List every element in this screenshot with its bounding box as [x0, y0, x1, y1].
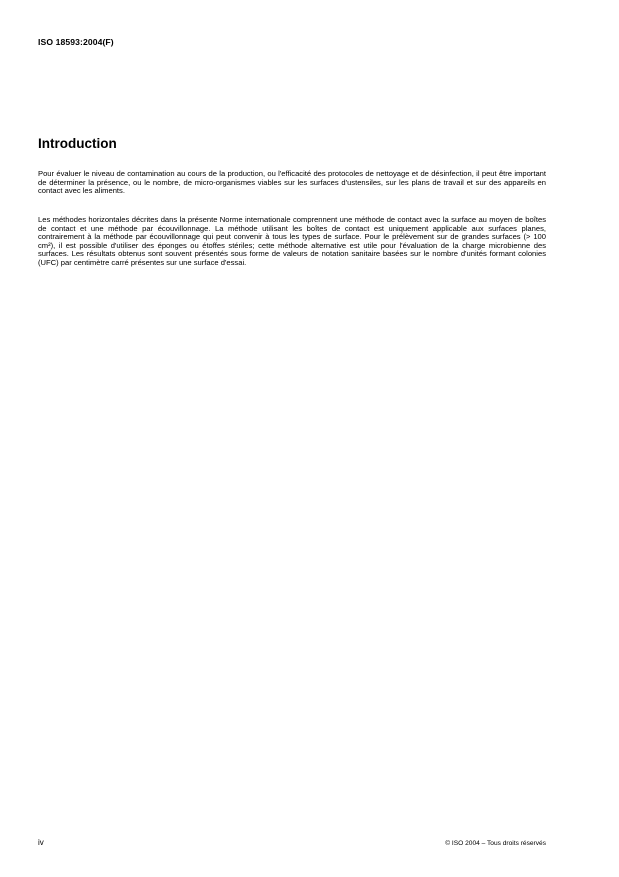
intro-paragraph-1: Pour évaluer le niveau de contamination au cours de la production, ou l'efficacité des protocoles de nettoyage et de désinfection, il peut être important de déterminer la présence, ou le nombre, de micro-organismes viables sur les surfaces d'ustensiles, sur les plans de travail et sur des appareils en contact avec les aliments.	[38, 169, 546, 196]
document-header-id: ISO 18593:2004(F)	[38, 37, 114, 47]
copyright-notice: © ISO 2004 – Tous droits réservés	[445, 840, 546, 847]
page-number: iv	[38, 838, 44, 847]
intro-paragraph-2: Les méthodes horizontales décrites dans la présente Norme internationale comprennent une méthode de contact avec la surface au moyen de boîtes de contact et une méthode par écouvillonnage. La méthode utilisant les boîtes de contact est uniquement applicable aux surfaces planes, contrairement à la méthode par écouvillonnage qui peut convenir à tous les types de surface. Pour le prélèvement sur de grandes surfaces (> 100 cm²), il est possible d'utiliser des éponges ou étoffes stériles; cette méthode alternative est utile pour l'évaluation de la charge microbienne des surfaces. Les résultats obtenus sont souvent présentés sous forme de valeurs de notation sanitaire basées sur le nombre d'unités formant colonies (UFC) par centimètre carré présentes sur une surface d'essai.	[38, 215, 546, 267]
section-title: Introduction	[38, 136, 117, 151]
